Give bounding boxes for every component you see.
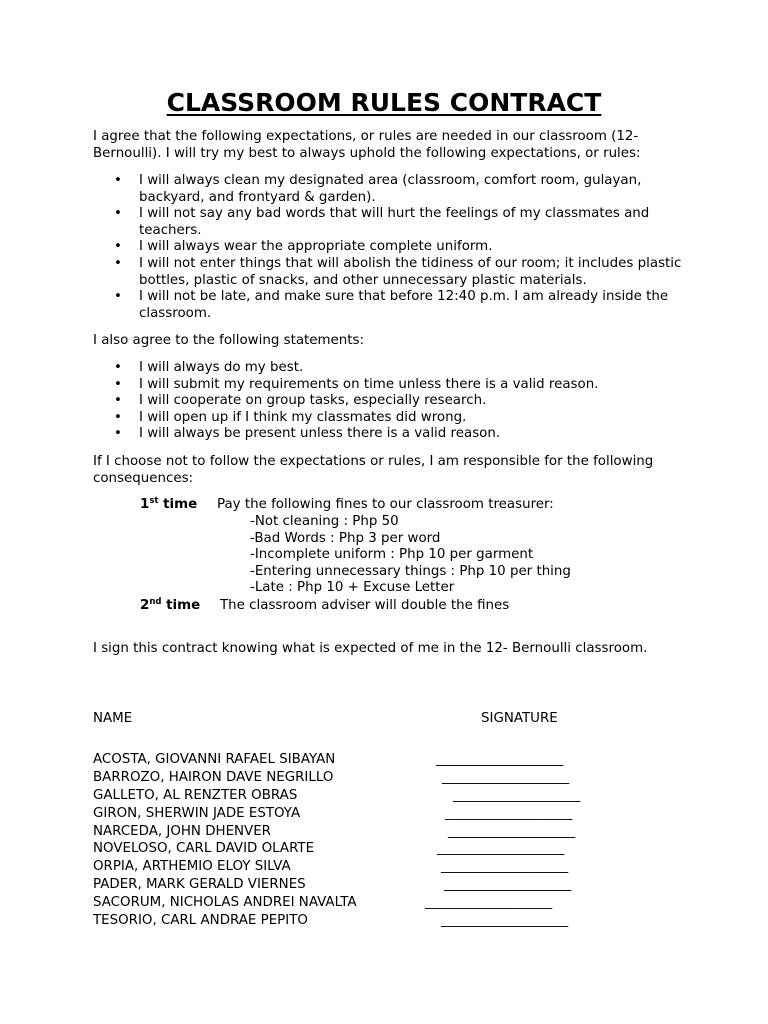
fine-item: -Bad Words : Php 3 per word: [250, 530, 441, 546]
first-time-label: 1st time: [140, 496, 198, 512]
signatory-name: SACORUM, NICHOLAS ANDREI NAVALTA: [93, 895, 357, 911]
signatory-name: NARCEDA, JOHN DHENVER: [93, 823, 271, 839]
signatory-row: [93, 751, 693, 769]
signature-column-header: SIGNATURE: [481, 711, 558, 726]
signature-line[interactable]: ___________________: [444, 877, 572, 893]
signatory-name: TESORIO, CARL ANDRAE PEPITO: [93, 913, 308, 929]
second-consequence: [140, 598, 509, 615]
fine-item: -Incomplete uniform : Php 10 per garment: [250, 547, 534, 563]
first-consequence: [140, 497, 554, 514]
statement-item: • I will always do my best.: [93, 360, 683, 377]
first-time-text: Pay the following fines to our classroom treasurer:: [217, 497, 554, 512]
second-time-label: 2nd time: [140, 597, 201, 613]
closing-paragraph: I sign this contract knowing what is expected of me in the 12- Bernoulli classroom.: [93, 641, 648, 656]
fine-item: -Not cleaning : Php 50: [250, 514, 399, 529]
signatory-row: [93, 840, 693, 858]
second-time-text: The classroom adviser will double the fines: [220, 598, 510, 613]
signatory-name: ACOSTA, GIOVANNI RAFAEL SIBAYAN: [93, 752, 336, 767]
statement-item: • I will cooperate on group tasks, especially research.: [93, 393, 683, 410]
signature-line[interactable]: ___________________: [442, 769, 570, 785]
signatory-name: ORPIA, ARTHEMIO ELOY SILVA: [93, 859, 291, 875]
signatory-row: [93, 876, 693, 894]
signatory-name: BARROZO, HAIRON DAVE NEGRILLO: [93, 769, 334, 785]
signature-line[interactable]: ___________________: [436, 752, 564, 767]
consequences-intro: If I choose not to follow the expectations or rules, I am responsible for the following consequences:: [93, 454, 654, 486]
fine-item: -Entering unnecessary things : Php 10 per thing: [250, 563, 571, 579]
signatory-row: [93, 894, 693, 912]
signature-line[interactable]: ___________________: [448, 823, 576, 839]
signatory-name: GALLETO, AL RENZTER OBRAS: [93, 787, 298, 803]
statement-item: • I will submit my requirements on time unless there is a valid reason.: [93, 377, 683, 394]
signatory-row: [93, 769, 693, 787]
document-title: CLASSROOM RULES CONTRACT: [166, 88, 602, 117]
rule-item: • I will not enter things that will abolish the tidiness of our room; it includes plastic bottles, plastic of snacks, and other unnecessary plastic materials.: [93, 256, 683, 289]
fines-list: [250, 514, 571, 597]
statements-intro: I also agree to the following statements:: [93, 333, 365, 348]
signatory-row: [93, 823, 693, 841]
signature-line[interactable]: ___________________: [445, 805, 573, 821]
signatory-row: [93, 805, 693, 823]
signatory-row: [93, 912, 693, 930]
statements-list: [93, 360, 683, 443]
signatory-row: [93, 858, 693, 876]
rules-list: [93, 173, 683, 322]
fine-item: -Late : Php 10 + Excuse Letter: [250, 580, 455, 596]
rule-item: • I will not say any bad words that will hurt the feelings of my classmates and teachers.: [93, 206, 683, 239]
signatory-row: [93, 787, 693, 805]
signatory-name: PADER, MARK GERALD VIERNES: [93, 877, 306, 893]
rule-item: • I will always wear the appropriate complete uniform.: [93, 239, 683, 256]
statement-item: • I will always be present unless there is a valid reason.: [93, 426, 683, 443]
signature-line[interactable]: ___________________: [425, 895, 553, 911]
name-column-header: NAME: [93, 711, 133, 726]
signatory-name: GIRON, SHERWIN JADE ESTOYA: [93, 805, 301, 821]
signature-line[interactable]: ___________________: [441, 913, 569, 929]
rule-item: • I will not be late, and make sure that before 12:40 p.m. I am already inside the classroom.: [93, 289, 683, 322]
signature-line[interactable]: ___________________: [453, 787, 581, 803]
signature-line[interactable]: ___________________: [437, 841, 565, 857]
rule-item: • I will always clean my designated area (classroom, comfort room, gulayan, backyard, and frontyard & garden).: [93, 173, 683, 206]
signature-line[interactable]: ___________________: [441, 859, 569, 875]
signatory-name: NOVELOSO, CARL DAVID OLARTE: [93, 841, 315, 857]
intro-paragraph: I agree that the following expectations, or rules are needed in our classroom (12-Bernoulli). I will try my best to always uphold the following expectations, or rules:: [93, 129, 641, 161]
signatory-list: [93, 751, 693, 930]
statement-item: • I will open up if I think my classmates did wrong.: [93, 410, 683, 427]
